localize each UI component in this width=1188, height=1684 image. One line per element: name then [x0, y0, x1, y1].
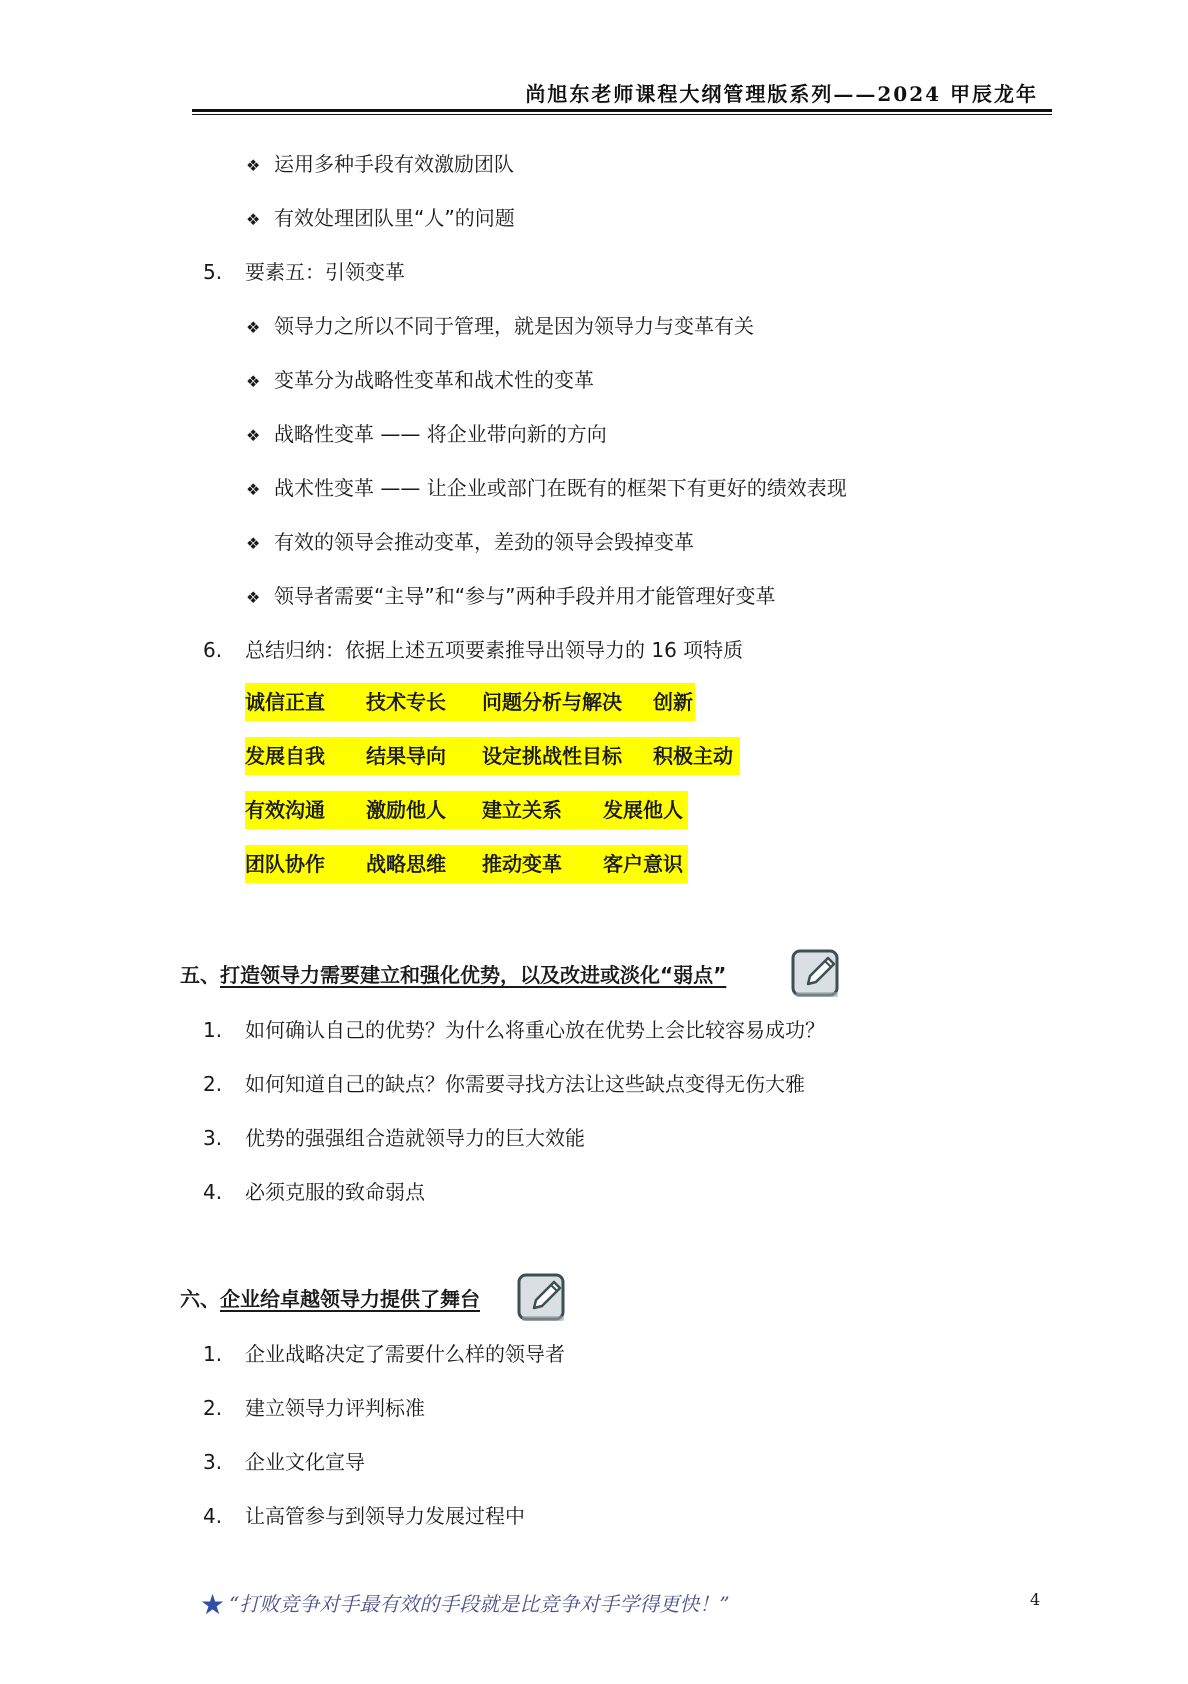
- list-item-text: 必须克服的致命弱点: [245, 1180, 425, 1204]
- trait: 创新: [653, 690, 693, 714]
- edit-note-icon: [514, 1270, 568, 1324]
- trait: 推动变革: [482, 852, 562, 876]
- list-item: ❖ 有效的领导会推动变革，差劲的领导会毁掉变革: [246, 530, 694, 554]
- footer-quote: [200, 1588, 730, 1621]
- diamond-bullet-icon: ❖: [246, 210, 261, 229]
- list-item: ❖ 运用多种手段有效激励团队: [246, 152, 514, 176]
- section-heading: 六、企业给卓越领导力提供了舞台: [180, 1287, 480, 1311]
- header-rule: [192, 109, 1052, 112]
- page-number: 4: [1030, 1590, 1041, 1609]
- diamond-bullet-icon: ❖: [246, 534, 261, 553]
- page-header-title: 尚旭东老师课程大纲管理版系列——2024 甲辰龙年: [525, 82, 1038, 106]
- list-number: 2.: [203, 1396, 223, 1420]
- list-item-text: 总结归纳：依据上述五项要素推导出领导力的 16 项特质: [245, 638, 744, 662]
- list-item: ❖ 战术性变革 —— 让企业或部门在既有的框架下有更好的绩效表现: [246, 476, 847, 500]
- diamond-bullet-icon: ❖: [246, 372, 261, 391]
- list-item: ❖ 有效处理团队里“人”的问题: [246, 206, 515, 230]
- list-number: 1.: [203, 1342, 223, 1366]
- list-item-text: 优势的强强组合造就领导力的巨大效能: [245, 1126, 585, 1150]
- diamond-bullet-icon: ❖: [246, 426, 261, 445]
- header-rule-thin: [192, 114, 1052, 115]
- diamond-bullet-icon: ❖: [246, 156, 261, 175]
- list-item-text: 企业文化宣导: [245, 1450, 365, 1474]
- trait: 诚信正直: [245, 690, 325, 714]
- trait: 客户意识: [603, 852, 683, 876]
- list-item-text: 如何确认自己的优势？为什么将重心放在优势上会比较容易成功？: [245, 1018, 825, 1042]
- list-number: 3.: [203, 1450, 223, 1474]
- trait: 设定挑战性目标: [482, 744, 622, 768]
- trait: 结果导向: [366, 744, 446, 768]
- trait: 激励他人: [366, 798, 446, 822]
- section-heading: 五、打造领导力需要建立和强化优势，以及改进或淡化“弱点”: [180, 963, 727, 987]
- list-number: 2.: [203, 1072, 223, 1096]
- trait: 发展自我: [245, 744, 325, 768]
- list-number: 4.: [203, 1180, 223, 1204]
- trait: 战略思维: [366, 852, 446, 876]
- trait: 技术专长: [366, 690, 446, 714]
- list-item-text: 如何知道自己的缺点？你需要寻找方法让这些缺点变得无伤大雅: [245, 1072, 805, 1096]
- trait: 建立关系: [482, 798, 562, 822]
- list-number: 1.: [203, 1018, 223, 1042]
- trait: 团队协作: [245, 852, 325, 876]
- list-item: ❖ 领导者需要“主导”和“参与”两种手段并用才能管理好变革: [246, 584, 776, 608]
- list-number: 4.: [203, 1504, 223, 1528]
- list-item-text: 企业战略决定了需要什么样的领导者: [245, 1342, 565, 1366]
- list-item-text: 让高管参与到领导力发展过程中: [245, 1504, 525, 1528]
- diamond-bullet-icon: ❖: [246, 480, 261, 499]
- trait-row: [245, 683, 695, 721]
- edit-note-icon: [788, 946, 842, 1000]
- list-number: 3.: [203, 1126, 223, 1150]
- diamond-bullet-icon: ❖: [246, 318, 261, 337]
- trait-row: [245, 737, 740, 775]
- trait: 问题分析与解决: [482, 690, 622, 714]
- list-number: 5.: [203, 260, 223, 284]
- star-icon: ★: [200, 1588, 226, 1621]
- list-item: ❖ 领导力之所以不同于管理，就是因为领导力与变革有关: [246, 314, 754, 338]
- list-item: ❖ 战略性变革 —— 将企业带向新的方向: [246, 422, 607, 446]
- quote-text: “打败竞争对手最有效的手段就是比竞争对手学得更快！”: [229, 1592, 730, 1616]
- trait: 有效沟通: [245, 798, 325, 822]
- list-item: ❖ 变革分为战略性变革和战术性的变革: [246, 368, 594, 392]
- list-item-text: 建立领导力评判标准: [245, 1396, 425, 1420]
- list-item-text: 要素五：引领变革: [245, 260, 405, 284]
- trait-row: [245, 845, 688, 883]
- list-number: 6.: [203, 638, 223, 662]
- trait-row: [245, 791, 688, 829]
- diamond-bullet-icon: ❖: [246, 588, 261, 607]
- trait: 发展他人: [603, 798, 683, 822]
- trait: 积极主动: [653, 744, 733, 768]
